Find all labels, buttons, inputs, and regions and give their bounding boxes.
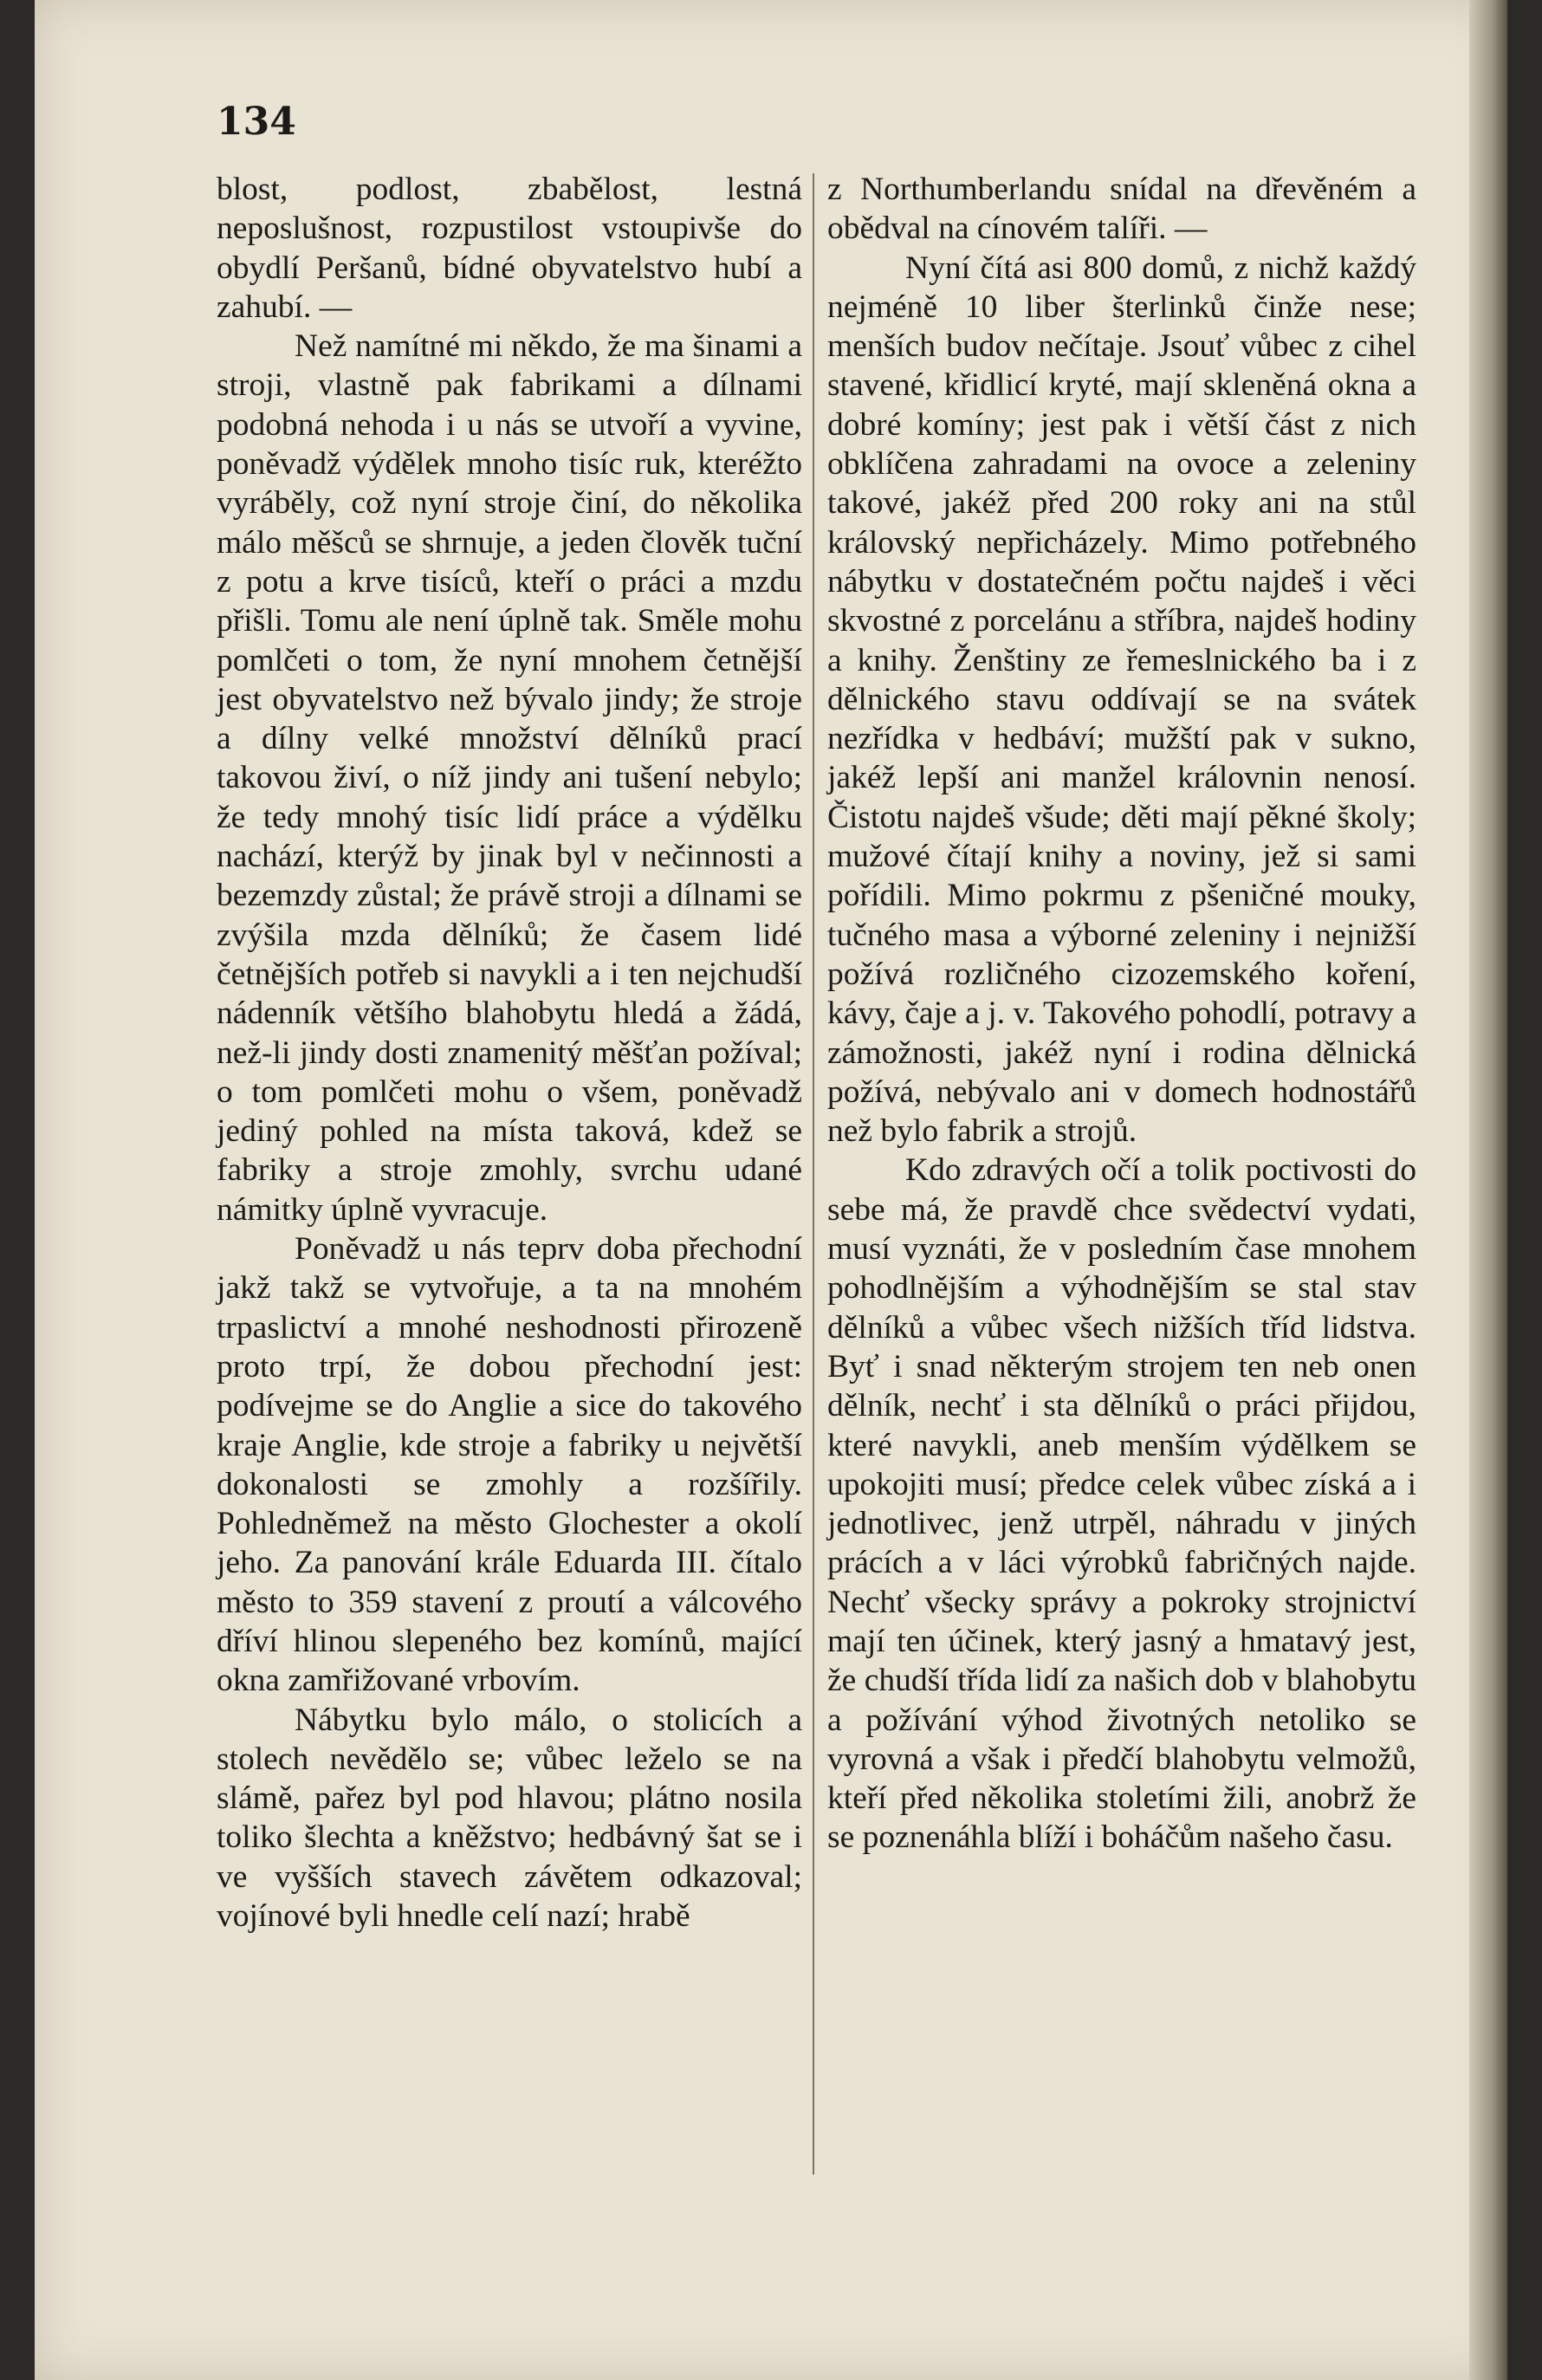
paragraph: blost, podlost, zbabělost, lestná neposlušnost, rozpustilost vstoupivše do obydlí Peršanů, bídné obyvatelstvo hubí a zahubí. — (217, 172, 802, 325)
paragraph: Poněvadž u nás teprv doba přechodní jakž takž se vytvořuje, a ta na mnohém trpaslictví a mnohé neshodnosti přirozeně proto trpí, že dobou přechodní jest: podívejme se do Anglie a sice do takového kraje Anglie, kde stroje a fabriky u největší dokonalosti se zmohly a rozšířily. Pohledněmež na město Glochester a okolí jeho. Za panování krále Eduarda III. čítalo město to 359 stavení z proutí a válcového dříví hlinou slepeného bez komínů, mající okna zamřižované vrbovím. (217, 1231, 802, 1699)
column-divider (813, 173, 814, 2175)
paragraph: z Northumberlandu snídal na dřevěném a obědval na cínovém talíři. — (827, 172, 1416, 247)
paragraph: Kdo zdravých očí a tolik poctivosti do sebe má, že pravdě chce svědectví vydati, musí vyznáti, že v posledním čase mnohem pohodlnějším a výhodnějším se stal stav dělníků a vůbec všech nižších tříd lidstva. Byť i snad některým strojem ten neb onen dělník, nechť i sta dělníků o práci přijdou, které navykli, aneb menším výdělkem se upokojiti musí; předce celek vůbec získá a i jednotlivec, jenž utrpěl, náhradu v jiných prácích a v láci výrobků fabričných najde. Nechť všecky správy a pokroky strojnictví mají ten účinek, který jasný a hmatavý jest, že chudší třída lidí za našich dob v blahobytu a požívání výhod životných netoliko se vyrovná a však i předčí blahobytu velmožů, kteří před několika stoletími žili, anobrž že se poznenáhla blíží i boháčům našeho času. (827, 1152, 1416, 1856)
book-page (35, 0, 1507, 2380)
paragraph: Než namítné mi někdo, že ma šinami a stroji, vlastně pak fabrikami a dílnami podobná nehoda i u nás se utvoří a vyvine, poněvadž výdělek mnoho tisíc ruk, kteréžto vyráběly, což nyní stroje činí, do několika málo měšců se shrnuje, a jeden člověk tuční z potu a krve tisíců, kteří o práci a mzdu přišli. Tomu ale není úplně tak. Směle mohu pomlčeti o tom, že nyní mnohem četnější jest obyvatelstvo než bývalo jindy; že stroje a dílny velké množství dělníků prací takovou živí, o níž jindy ani tušení nebylo; že tedy mnohý tisíc lidí práce a výdělku nachází, kterýž by jinak byl v nečinnosti a bezemzdy zůstal; že právě stroji a dílnami se zvýšila mzda dělníků; že časem lidé četnějších potřeb si navykli a i ten nejchudší nádenník většího blahobytu hledá a žádá, než-li jindy dosti znamenitý měšťan požíval; o tom pomlčeti mohu o všem, poněvadž jediný pohled na místa taková, kdež se fabriky a stroje zmohly, svrchu udané námitky úplně vyvracuje. (217, 328, 802, 1228)
paragraph: Nyní čítá asi 800 domů, z nichž každý nejméně 10 liber šterlinků činže nese; menších budov nečítaje. Jsouť vůbec z cihel stavené, křidlicí kryté, mají skleněná okna a dobré komíny; jest pak i větší část z nich obklíčena zahradami na ovoce a zeleniny takové, jakéž před 200 roky ani na stůl královský nepřicházely. Mimo potřebného nábytku v dostatečném počtu najdeš i věci skvostné z porcelánu a stříbra, najdeš hodiny a knihy. Ženštiny ze řemeslnického ba i z dělnického stavu oddívají se na svátek nezřídka v hedbáví; mužští pak v sukno, jakéž lepší ani manžel královnin nenosí. Čistotu najdeš všude; děti mají pěkné školy; mužové čítají knihy a noviny, jež si sami pořídili. Mimo pokrmu z pšeničné mouky, tučného masa a výborné zeleniny i nejnižší požívá rozličného cizozemského koření, kávy, čaje a j. v. Takového pohodlí, potravy a zámožnosti, jakéž nyní i rodina dělnická požívá, nebývalo ani v domech hodnostářů než bylo fabrik a strojů. (827, 250, 1416, 1150)
paragraph: Nábytku bylo málo, o stolicích a stolech nevědělo se; vůbec leželo se na slámě, pařez byl pod hlavou; plátno nosila toliko šlechta a kněžstvo; hedbávný šat se i ve vyšších stavech závětem odkazoval; vojínové byli hnedle celí nazí; hrabě (217, 1702, 802, 1935)
left-column (217, 170, 802, 1936)
page-number: 134 (217, 100, 296, 144)
page-edge-shadow (1469, 0, 1507, 2380)
right-column (827, 170, 1416, 1858)
